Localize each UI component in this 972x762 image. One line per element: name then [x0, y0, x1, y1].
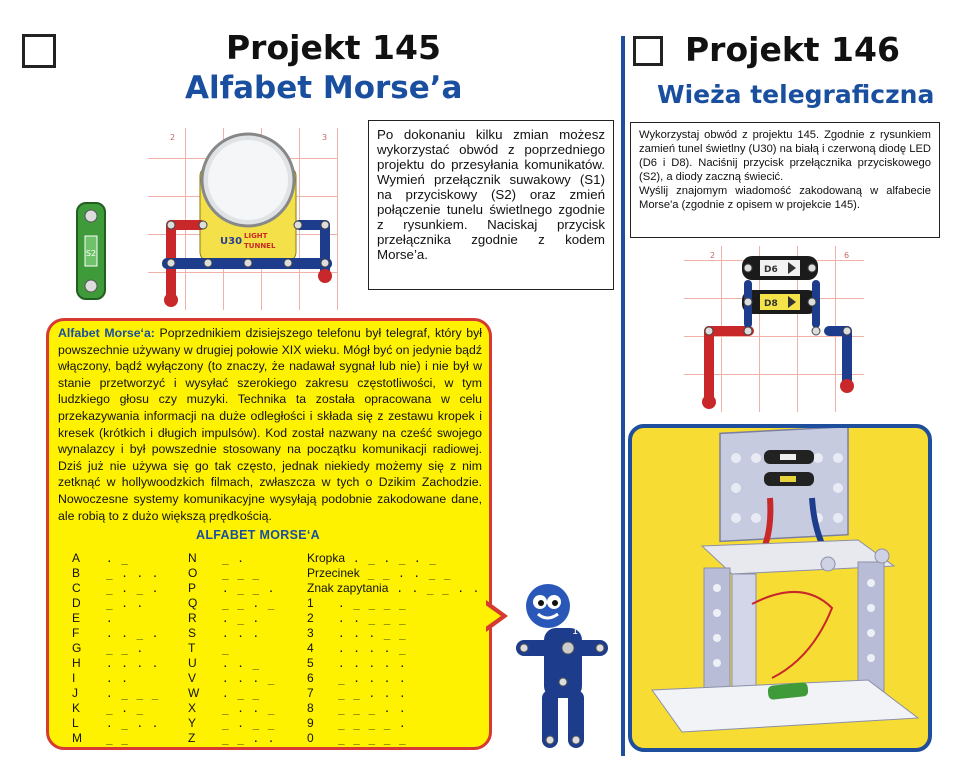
morse-row [188, 611, 275, 626]
morse-code: . . _ . [106, 627, 160, 640]
project-146-schematic [684, 246, 864, 412]
morse-row [72, 611, 159, 626]
morse-code: _ . . . . [338, 672, 407, 685]
morse-code: _ _ [106, 732, 129, 745]
morse-code: _ _ _ _ . [338, 717, 407, 730]
morse-symbol: M [72, 731, 82, 745]
morse-alphabet-title: ALFABET MORSE‘A [196, 528, 320, 542]
morse-column-letters-a-m [72, 551, 159, 746]
morse-row [188, 716, 275, 731]
morse-symbol: O [188, 566, 198, 580]
morse-row [307, 611, 480, 626]
morse-row [72, 656, 159, 671]
morse-row [188, 626, 275, 641]
speech-bubble-tail-inner [484, 604, 501, 628]
morse-row [188, 581, 275, 596]
morse-code: . . . _ _ [338, 627, 407, 640]
grid-label: 2 [710, 251, 716, 260]
led-bottom-label: D8 [764, 299, 778, 309]
morse-code: _ _ . . _ _ [367, 567, 452, 580]
morse-symbol: Z [188, 731, 196, 745]
morse-row [188, 656, 275, 671]
morse-column-letters-n-z [188, 551, 275, 746]
morse-code: . . _ _ _ [338, 612, 407, 625]
morse-symbol: F [72, 626, 80, 640]
morse-symbol: J [72, 686, 78, 700]
morse-row [307, 626, 480, 641]
morse-code: . . [106, 672, 129, 685]
project-145-schematic [148, 128, 338, 310]
morse-row [307, 686, 480, 701]
morse-row [72, 686, 159, 701]
project-146-checkbox[interactable] [633, 36, 663, 66]
morse-symbol: 2 [307, 611, 314, 625]
morse-code: _ . _ _ [222, 717, 276, 730]
morse-row [307, 656, 480, 671]
morse-symbol: Q [188, 596, 198, 610]
module-name-line1: LIGHT [244, 232, 268, 240]
morse-symbol: R [188, 611, 197, 625]
morse-code: . _ _ _ [106, 687, 160, 700]
morse-symbol: V [188, 671, 197, 685]
morse-symbol: 7 [307, 686, 314, 700]
project-145-checkbox[interactable] [22, 34, 56, 68]
morse-code: _ . _ [106, 702, 145, 715]
morse-code: _ . . [106, 597, 145, 610]
morse-row [72, 551, 159, 566]
morse-code: . . . . _ [338, 642, 407, 655]
mascot-icon [512, 582, 612, 752]
morse-symbol: B [72, 566, 81, 580]
module-name-line2: TUNNEL [244, 242, 276, 250]
morse-symbol: H [72, 656, 81, 670]
telegraph-tower-photo [628, 424, 932, 752]
morse-row [307, 671, 480, 686]
morse-symbol: W [188, 686, 200, 700]
morse-row [72, 701, 159, 716]
morse-code: . _ . [222, 612, 261, 625]
project-145-title: Projekt 145 [226, 28, 441, 67]
morse-row [72, 641, 159, 656]
morse-history-heading: Alfabet Morse‘a: [58, 326, 155, 340]
morse-row [72, 626, 159, 641]
morse-row [72, 716, 159, 731]
morse-symbol: D [72, 596, 81, 610]
morse-row [188, 701, 275, 716]
description-text: Po dokonaniu kilku zmian możesz wykorzystać obwód z poprzedniego projektu do przesyłania komunikatów. Wymień przełącznik suwakowy (S1) na przyciskowy (S2) oraz zmień połączenie tunelu świetlnego zgodnie z rysunkiem. Naciskaj przycisk przełącznika zgodnie z kodem Morse’a. [377, 127, 605, 262]
morse-code: . _ . . [106, 717, 160, 730]
morse-row [307, 566, 480, 581]
svg-text:1: 1 [572, 626, 579, 637]
morse-symbol: X [188, 701, 197, 715]
morse-code: . _ [106, 552, 129, 565]
project-145-description [368, 120, 614, 290]
morse-history-text [58, 325, 482, 524]
morse-symbol: 5 [307, 656, 314, 670]
morse-code: _ _ . . [222, 732, 276, 745]
description-paragraph-1: Wykorzystaj obwód z projektu 145. Zgodnie z rysunkiem zamień tunel świetlny (U30) na białą i czerwoną diodę LED (D6 i D8). Naciśnij przycisk przełącznika przyciskowego (S2), a diody zaczną świecić. [639, 129, 931, 183]
morse-symbol: C [72, 581, 81, 595]
morse-row [72, 731, 159, 746]
morse-row [307, 581, 480, 596]
morse-row [188, 686, 275, 701]
morse-code: _ . _ . [106, 582, 160, 595]
push-switch-icon [76, 202, 106, 300]
morse-code: _ . . . [106, 567, 160, 580]
morse-row [72, 671, 159, 686]
morse-row [307, 596, 480, 611]
morse-symbol: A [72, 551, 81, 565]
morse-row [188, 731, 275, 746]
project-146-subtitle: Wieża telegraficzna [657, 80, 935, 109]
morse-symbol: 8 [307, 701, 314, 715]
morse-code: _ [222, 642, 230, 655]
morse-symbol: 1 [307, 596, 314, 610]
morse-code: . . _ [222, 657, 261, 670]
project-145-subtitle: Alfabet Morse’a [185, 70, 463, 106]
morse-row [188, 641, 275, 656]
morse-column-punctuation-digits [307, 551, 480, 746]
project-146-title: Projekt 146 [685, 30, 900, 69]
morse-code: . _ _ [222, 687, 261, 700]
morse-code: _ _ _ _ _ [338, 732, 407, 745]
morse-code: _ . [222, 552, 245, 565]
morse-symbol: K [72, 701, 81, 715]
morse-symbol: P [188, 581, 197, 595]
morse-code: _ _ _ . . [338, 702, 407, 715]
morse-symbol: 0 [307, 731, 314, 745]
morse-history-body: Poprzednikiem dzisiejszego telefonu był telegraf, który był powszechnie używany w drugiej połowie XIX wieku. Mógł być on jedynie bądź włączony, bądź wyłączony (to znaczy, że nadawał sygnał lub nie) i nie był w stanie przetworzyć i wysyłać szerokiego zakresu częstotliwości, w tym ludzkiego głosu czy muzyki. Technika ta została opracowana w celu przekazywania informacji na duże odległości i składa się z zestawu kropek i kresek (krótkich i długich impulsów). Kod został nazwany na cześć swojego wynalazcy i był powszednie stosowany na początku komunikacji radiowej. Dziś już nie używa się go tak często, jednak niekiedy możemy się z nim zetknąć w hollywoodzkich filmach, zwłaszcza w tych o Dzikim Zachodzie. Nowoczesne systemy komunikacyjne wysyłają podobnie zakodowane dane, ale robią to z dużo większą prędkością. [58, 326, 482, 523]
svg-text:S2: S2 [85, 249, 97, 258]
morse-symbol: U [188, 656, 197, 670]
morse-code: _ _ _ [222, 567, 261, 580]
morse-row [307, 716, 480, 731]
morse-code: _ . . _ [222, 702, 276, 715]
morse-code: . . . _ [222, 672, 276, 685]
morse-symbol: I [72, 671, 76, 685]
morse-code: . _ _ _ _ [338, 597, 407, 610]
module-label: U30 [220, 236, 243, 247]
morse-symbol: L [72, 716, 79, 730]
morse-row [307, 551, 480, 566]
morse-code: . [106, 612, 114, 625]
morse-code: . _ . _ . _ [353, 552, 437, 565]
morse-code: . . . . . [338, 657, 407, 670]
morse-symbol: 6 [307, 671, 314, 685]
morse-row [188, 566, 275, 581]
morse-code: . . . . [106, 657, 160, 670]
morse-row [307, 641, 480, 656]
morse-symbol: Znak zapytania [307, 581, 389, 595]
led-top-label: D6 [764, 265, 778, 275]
grid-label: 2 [170, 133, 176, 142]
morse-row [188, 551, 275, 566]
morse-symbol: E [72, 611, 81, 625]
morse-row [72, 581, 159, 596]
morse-row [307, 731, 480, 746]
grid-label: 3 [322, 133, 328, 142]
morse-row [72, 596, 159, 611]
morse-row [72, 566, 159, 581]
morse-symbol: 3 [307, 626, 314, 640]
morse-code: _ _ . _ [222, 597, 276, 610]
morse-symbol: 4 [307, 641, 314, 655]
morse-code: _ _ . . . [338, 687, 407, 700]
morse-symbol: N [188, 551, 197, 565]
morse-symbol: T [188, 641, 196, 655]
morse-symbol: Y [188, 716, 197, 730]
description-paragraph-2: Wyślij znajomym wiadomość zakodowaną w alfabecie Morse'a (zgodnie z opisem w projekcie 145). [639, 185, 931, 211]
column-divider [621, 36, 625, 756]
morse-code: _ _ . [106, 642, 145, 655]
morse-symbol: Kropka [307, 551, 346, 565]
morse-symbol: Przecinek [307, 566, 360, 580]
morse-row [307, 701, 480, 716]
morse-symbol: S [188, 626, 197, 640]
grid-label: 6 [844, 251, 850, 260]
morse-symbol: 9 [307, 716, 314, 730]
morse-row [188, 671, 275, 686]
morse-symbol: G [72, 641, 82, 655]
project-146-description [630, 122, 940, 238]
morse-code: . . _ _ . . [396, 582, 481, 595]
morse-code: . _ _ . [222, 582, 276, 595]
morse-row [188, 596, 275, 611]
morse-code: . . . [222, 627, 261, 640]
